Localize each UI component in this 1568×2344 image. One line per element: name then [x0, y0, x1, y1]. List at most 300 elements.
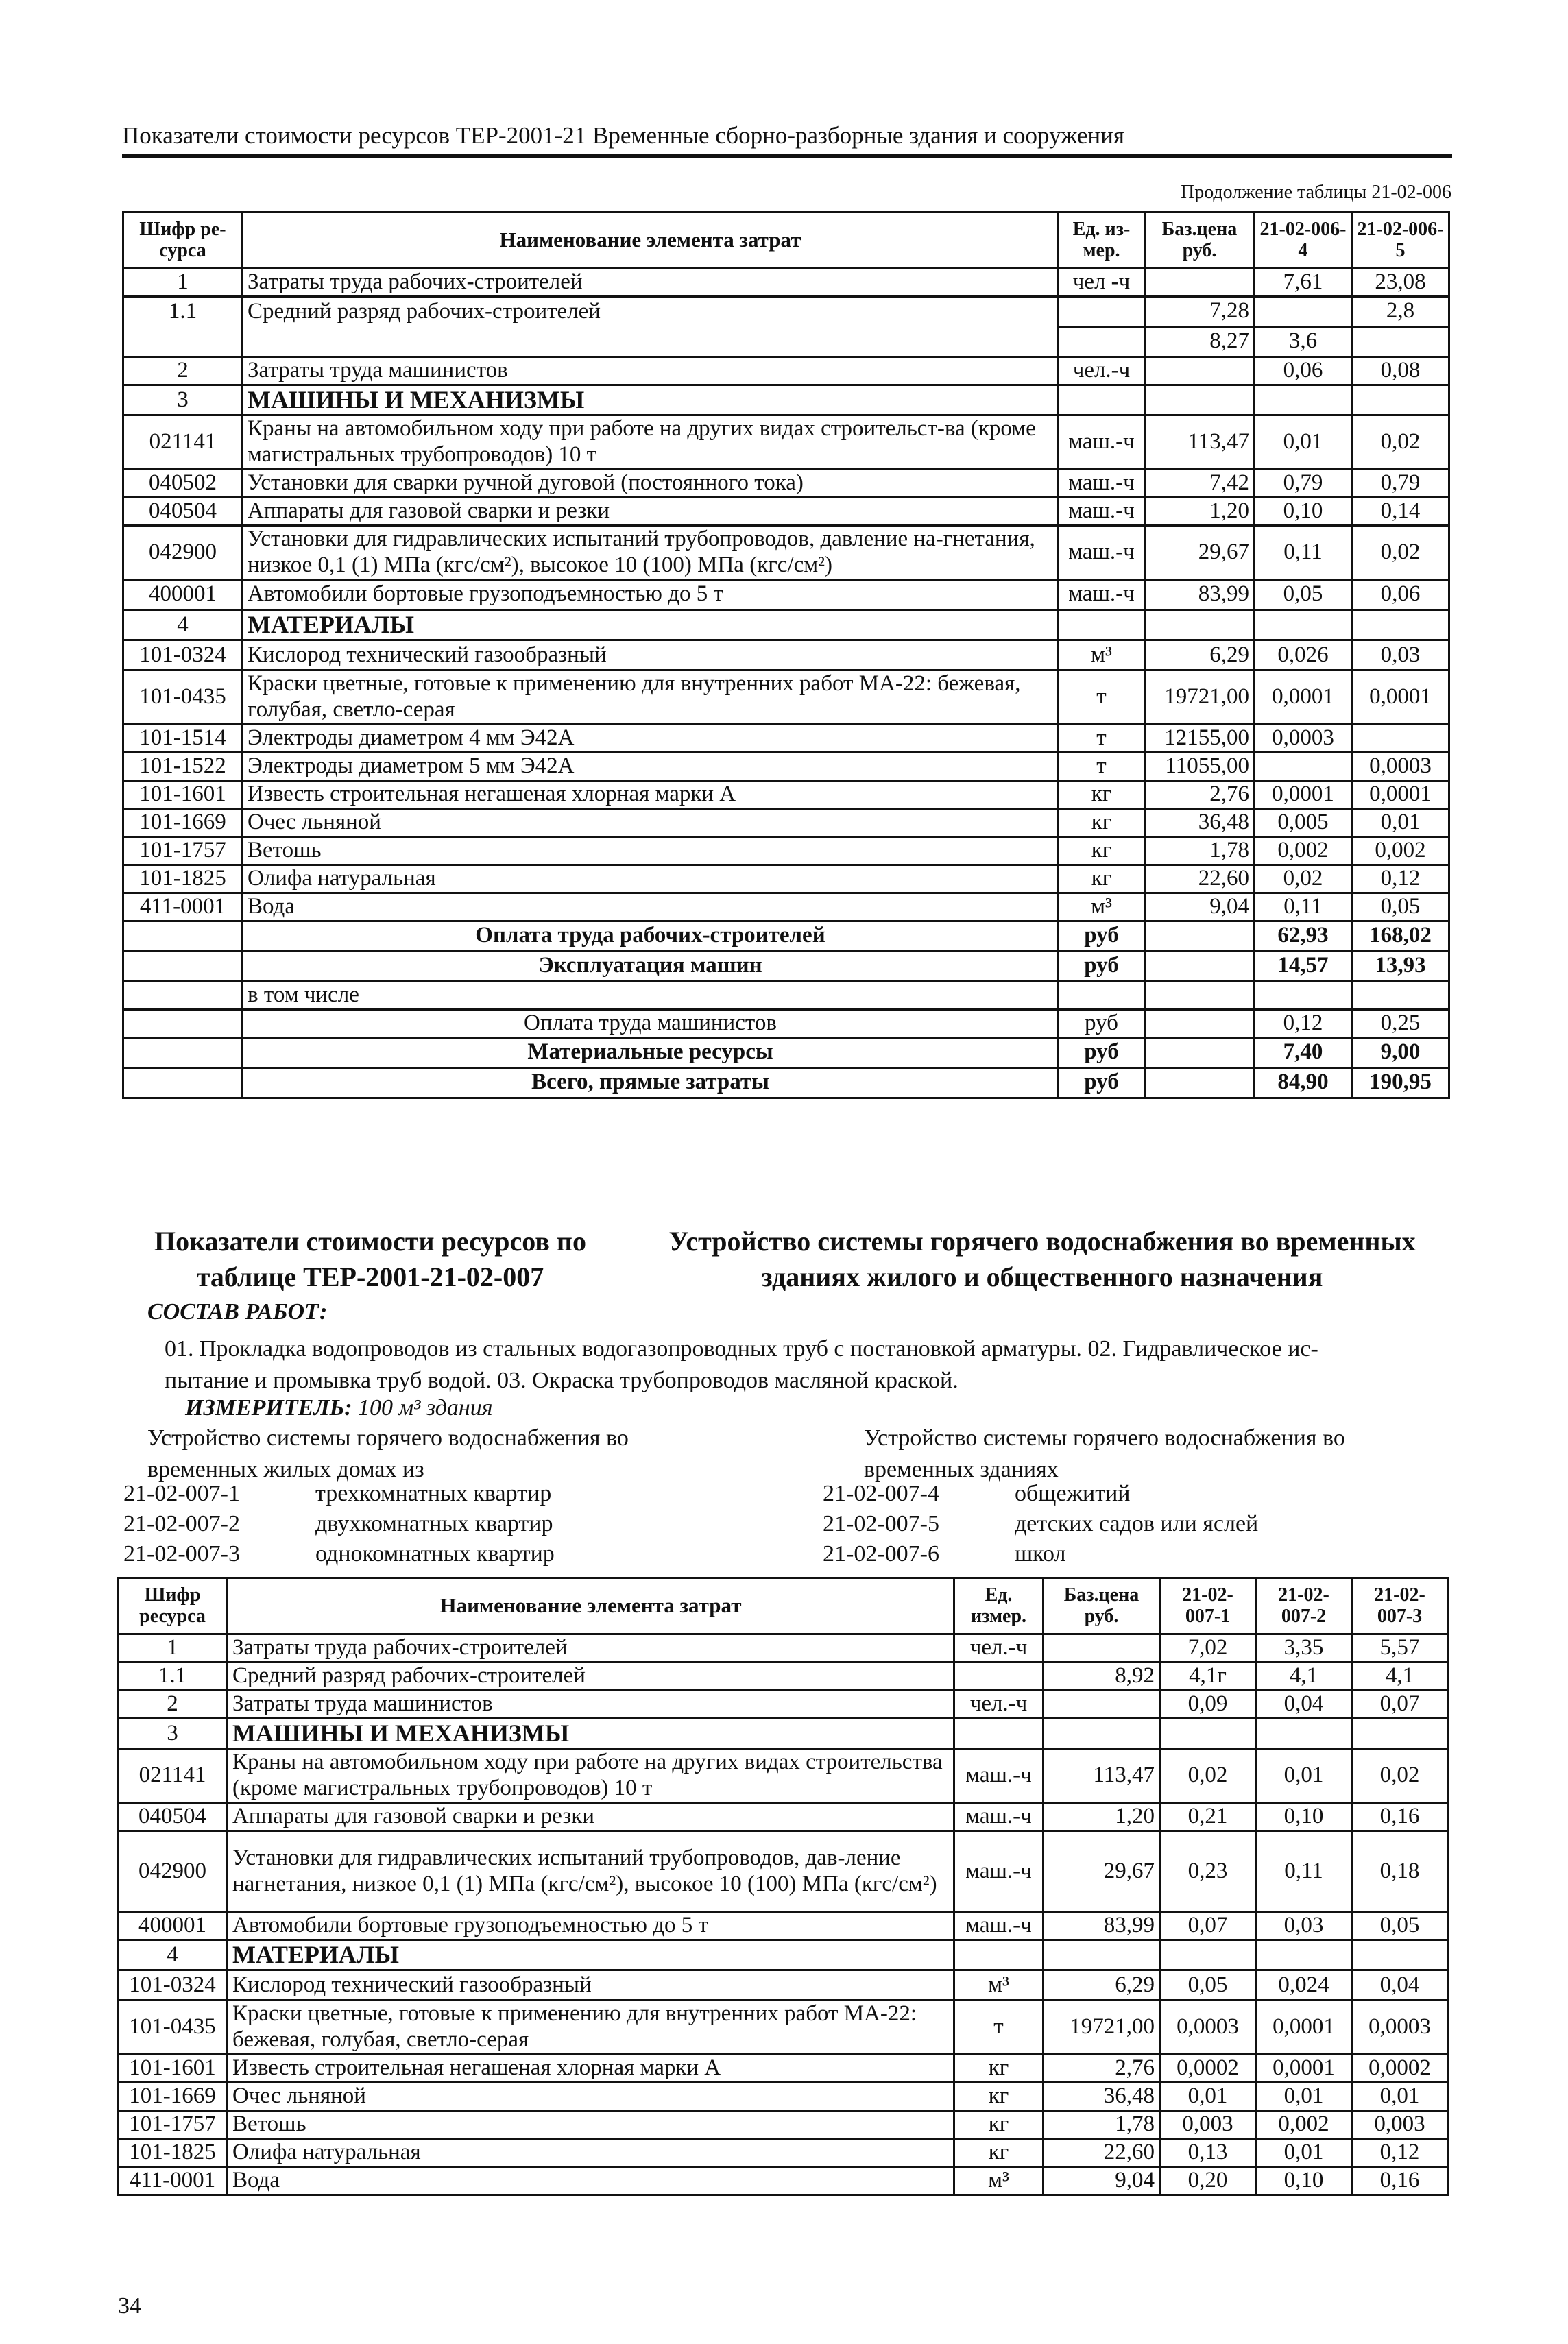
table-row — [123, 470, 1449, 498]
resource-name: Установки для гидравлических испытаний трубопроводов, дав-ление нагнетания, низкое 0,1 (1) МПа (кгс/см²), высокое 10 (100) МПа (кгс/см²) — [228, 1831, 954, 1912]
resource-code: 2 — [123, 357, 243, 385]
resource-code: 101-0435 — [123, 670, 243, 725]
header-price: Баз.цена руб. — [1044, 1578, 1160, 1634]
resource-name: Материальные ресурсы — [243, 1037, 1059, 1067]
table-row — [123, 865, 1449, 893]
base-price-cell: 29,67 — [1145, 526, 1255, 580]
section-heading: МАШИНЫ И МЕХАНИЗМЫ — [243, 385, 1059, 415]
resource-name: Вода — [228, 2166, 954, 2195]
unit-cell: чел -ч — [1059, 269, 1145, 297]
section-heading: МАТЕРИАЛЫ — [243, 609, 1059, 640]
total-row — [123, 921, 1449, 951]
unit-cell: маш.-ч — [1059, 526, 1145, 580]
resource-code — [123, 1009, 243, 1037]
value-cell-1 — [1255, 296, 1352, 326]
value-cell-1: 0,003 — [1160, 2111, 1256, 2139]
value-cell-1: 0,12 — [1255, 1009, 1352, 1037]
resource-name: Электроды диаметром 4 мм Э42А — [243, 725, 1059, 753]
value-cell-2: 0,0001 — [1352, 670, 1449, 725]
value-cell-2: 0,10 — [1256, 1803, 1352, 1831]
value-cell-3 — [1352, 1940, 1448, 1970]
unit-cell: кг — [1059, 865, 1145, 893]
unit-cell — [1059, 296, 1145, 326]
resource-name: Вода — [243, 893, 1059, 921]
header-price: Баз.цена руб. — [1145, 213, 1255, 269]
resource-name: Затраты труда рабочих-строителей — [228, 1634, 954, 1663]
unit-cell — [954, 1718, 1044, 1748]
header-name: Наименование элемента затрат — [228, 1578, 954, 1634]
resource-name: Аппараты для газовой сварки и резки — [228, 1803, 954, 1831]
base-price-cell — [1044, 1690, 1160, 1718]
base-price-cell — [1145, 1067, 1255, 1098]
value-cell-1 — [1255, 385, 1352, 415]
composition-line-2: пытание и промывка труб водой. 03. Окраска трубопроводов масляной краской. — [165, 1367, 958, 1393]
base-price-cell: 36,48 — [1145, 808, 1255, 836]
unit-cell: руб — [1059, 951, 1145, 981]
unit-cell: маш.-ч — [954, 1831, 1044, 1912]
resource-name: Очес льняной — [228, 2083, 954, 2111]
value-cell-3: 0,01 — [1352, 2083, 1448, 2111]
code-left-3: 21-02-007-3 — [123, 1541, 240, 1567]
resource-code: 1 — [118, 1634, 228, 1663]
resource-code: 042900 — [118, 1831, 228, 1912]
base-price-cell — [1044, 1634, 1160, 1663]
table-row — [123, 670, 1449, 725]
value-cell-2: 0,024 — [1256, 1970, 1352, 2001]
code-right-3-desc: школ — [1015, 1541, 1066, 1567]
value-cell-1: 0,005 — [1255, 808, 1352, 836]
unit-cell: маш.-ч — [1059, 470, 1145, 498]
resource-code: 021141 — [118, 1749, 228, 1803]
unit-cell: маш.-ч — [1059, 415, 1145, 470]
table-continuation-label: Продолжение таблицы 21-02-006 — [1180, 182, 1451, 203]
value-cell-2: 0,01 — [1256, 2139, 1352, 2167]
value-cell-2 — [1352, 326, 1449, 357]
base-price-cell — [1145, 921, 1255, 951]
value-cell-1: 0,0001 — [1255, 781, 1352, 809]
value-cell-2 — [1256, 1718, 1352, 1748]
table-row — [118, 2083, 1448, 2111]
resource-code: 101-1522 — [123, 753, 243, 781]
value-cell-2: 0,01 — [1256, 2083, 1352, 2111]
base-price-cell: 6,29 — [1044, 1970, 1160, 2001]
value-cell-2: 0,06 — [1352, 579, 1449, 609]
table-row — [118, 2055, 1448, 2083]
value-cell-3: 0,0002 — [1352, 2055, 1448, 2083]
resource-name: Олифа натуральная — [243, 865, 1059, 893]
total-row — [123, 1067, 1449, 1098]
resource-code: 040502 — [123, 470, 243, 498]
left-intro-line1: Устройство системы горячего водоснабжения во — [147, 1425, 629, 1451]
value-cell-1: 0,11 — [1255, 526, 1352, 580]
value-cell-2: 4,1 — [1256, 1662, 1352, 1690]
base-price-cell: 12155,00 — [1145, 725, 1255, 753]
value-cell-3: 0,07 — [1352, 1690, 1448, 1718]
value-cell-2: 0,03 — [1256, 1912, 1352, 1940]
code-left-2-desc: двухкомнатных квартир — [315, 1511, 553, 1536]
base-price-cell — [1145, 609, 1255, 640]
table-row — [123, 981, 1449, 1009]
base-price-cell: 1,20 — [1145, 498, 1255, 526]
value-cell-3: 0,02 — [1352, 1749, 1448, 1803]
resource-name: Известь строительная негашеная хлорная марки А — [228, 2055, 954, 2083]
unit-cell — [1059, 326, 1145, 357]
unit-cell: кг — [954, 2111, 1044, 2139]
section-title-right-line2: зданиях жилого и общественного назначения — [761, 1261, 1323, 1292]
value-cell-1: 84,90 — [1255, 1067, 1352, 1098]
resource-table-2 — [117, 1577, 1449, 2196]
value-cell-2: 0,0001 — [1256, 2055, 1352, 2083]
value-cell-2: 0,0003 — [1352, 753, 1449, 781]
resource-code: 4 — [123, 609, 243, 640]
table-row — [123, 498, 1449, 526]
base-price-cell — [1044, 1718, 1160, 1748]
value-cell-2: 0,0001 — [1352, 781, 1449, 809]
resource-name: Ветошь — [228, 2111, 954, 2139]
value-cell-1: 0,05 — [1160, 1970, 1256, 2001]
value-cell-3: 0,16 — [1352, 1803, 1448, 1831]
base-price-cell: 2,76 — [1145, 781, 1255, 809]
meter-label: ИЗМЕРИТЕЛЬ: — [185, 1395, 352, 1421]
header-code: Шифр ре-сурса — [123, 213, 243, 269]
base-price-cell — [1145, 385, 1255, 415]
base-price-cell: 83,99 — [1044, 1912, 1160, 1940]
value-cell-1: 0,10 — [1255, 498, 1352, 526]
base-price-cell: 1,78 — [1044, 2111, 1160, 2139]
resource-code — [123, 921, 243, 951]
resource-name: Эксплуатация машин — [243, 951, 1059, 981]
base-price-cell — [1145, 1037, 1255, 1067]
resource-name: Установки для сварки ручной дуговой (постоянного тока) — [243, 470, 1059, 498]
value-cell-2: 0,05 — [1352, 893, 1449, 921]
left-intro — [147, 1423, 764, 1486]
value-cell-2 — [1352, 609, 1449, 640]
resource-name: Затраты труда машинистов — [228, 1690, 954, 1718]
unit-cell: маш.-ч — [954, 1912, 1044, 1940]
value-cell-2 — [1352, 981, 1449, 1009]
table-row — [118, 1912, 1448, 1940]
resource-code — [123, 981, 243, 1009]
section-title-right-line1: Устройство системы горячего водоснабжения во временных — [668, 1226, 1416, 1257]
table-row — [123, 836, 1449, 865]
total-row — [123, 951, 1449, 981]
base-price-cell — [1145, 951, 1255, 981]
resource-code: 101-0324 — [118, 1970, 228, 2001]
base-price-cell: 22,60 — [1145, 865, 1255, 893]
resource-code: 1 — [123, 269, 243, 297]
resource-code: 1.1 — [118, 1662, 228, 1690]
unit-cell: м³ — [954, 2166, 1044, 2195]
table-row — [123, 357, 1449, 385]
header-code: Шифр ресурса — [118, 1578, 228, 1634]
resource-name: Оплата труда машинистов — [243, 1009, 1059, 1037]
table-header-row — [118, 1578, 1448, 1634]
composition-line-1: 01. Прокладка водопроводов из стальных водогазопроводных труб с постановкой арматуры. 02. Гидравлическое ис- — [165, 1336, 1318, 1362]
resource-code: 101-1514 — [123, 725, 243, 753]
unit-cell: чел.-ч — [1059, 357, 1145, 385]
right-intro-line1: Устройство системы горячего водоснабжения во — [864, 1425, 1345, 1451]
value-cell-2: 0,25 — [1352, 1009, 1449, 1037]
section-title-left-line2: таблице ТЕР-2001-21-02-007 — [196, 1261, 544, 1292]
table-row — [118, 1662, 1448, 1690]
unit-cell: м³ — [954, 1970, 1044, 2001]
resource-code: 411-0001 — [123, 893, 243, 921]
value-cell-2: 0,002 — [1256, 2111, 1352, 2139]
value-cell-1: 4,1г — [1160, 1662, 1256, 1690]
value-cell-3: 0,18 — [1352, 1831, 1448, 1912]
value-cell-2: 0,02 — [1352, 415, 1449, 470]
resource-code: 4 — [118, 1940, 228, 1970]
value-cell-1: 0,02 — [1160, 1749, 1256, 1803]
header-col-007-2: 21-02-007-2 — [1256, 1578, 1352, 1634]
unit-cell: т — [1059, 753, 1145, 781]
resource-code: 040504 — [123, 498, 243, 526]
resource-code: 400001 — [123, 579, 243, 609]
value-cell-2: 0,002 — [1352, 836, 1449, 865]
unit-cell — [954, 1662, 1044, 1690]
code-right-1-desc: общежитий — [1015, 1481, 1131, 1506]
table-row — [123, 296, 1449, 326]
unit-cell: чел.-ч — [954, 1690, 1044, 1718]
resource-code — [123, 1037, 243, 1067]
base-price-cell — [1145, 981, 1255, 1009]
composition-label: СОСТАВ РАБОТ: — [147, 1299, 328, 1325]
resource-name: Известь строительная негашеная хлорная марки А — [243, 781, 1059, 809]
resource-code — [123, 951, 243, 981]
code-left-2: 21-02-007-2 — [123, 1511, 240, 1536]
value-cell-2: 0,02 — [1352, 526, 1449, 580]
base-price-cell: 7,42 — [1145, 470, 1255, 498]
table-row — [123, 808, 1449, 836]
resource-code: 3 — [118, 1718, 228, 1748]
value-cell-2: 168,02 — [1352, 921, 1449, 951]
value-cell-3: 5,57 — [1352, 1634, 1448, 1663]
base-price-cell: 1,78 — [1145, 836, 1255, 865]
resource-name: Ветошь — [243, 836, 1059, 865]
value-cell-1: 0,23 — [1160, 1831, 1256, 1912]
unit-cell: руб — [1059, 921, 1145, 951]
unit-cell — [954, 1940, 1044, 1970]
unit-cell: кг — [954, 2055, 1044, 2083]
resource-code: 3 — [123, 385, 243, 415]
value-cell-1: 0,0003 — [1160, 2001, 1256, 2055]
header-unit: Ед. из-мер. — [1059, 213, 1145, 269]
unit-cell — [1059, 609, 1145, 640]
value-cell-3: 0,003 — [1352, 2111, 1448, 2139]
unit-cell: т — [954, 2001, 1044, 2055]
code-left-1: 21-02-007-1 — [123, 1481, 240, 1506]
section-heading: МАШИНЫ И МЕХАНИЗМЫ — [228, 1718, 954, 1748]
base-price-cell: 83,99 — [1145, 579, 1255, 609]
value-cell-1: 0,07 — [1160, 1912, 1256, 1940]
value-cell-2: 0,01 — [1256, 1749, 1352, 1803]
resource-code: 101-1825 — [123, 865, 243, 893]
value-cell-1: 62,93 — [1255, 921, 1352, 951]
value-cell-1: 0,05 — [1255, 579, 1352, 609]
value-cell-3 — [1352, 1718, 1448, 1748]
value-cell-1: 0,13 — [1160, 2139, 1256, 2167]
section-title-right — [638, 1224, 1447, 1295]
table-row — [123, 579, 1449, 609]
resource-code: 021141 — [123, 415, 243, 470]
value-cell-1: 0,0002 — [1160, 2055, 1256, 2083]
section-row — [123, 609, 1449, 640]
value-cell-2: 23,08 — [1352, 269, 1449, 297]
base-price-cell: 113,47 — [1145, 415, 1255, 470]
meter-value: 100 м³ здания — [358, 1395, 493, 1421]
resource-code: 101-0324 — [123, 640, 243, 670]
resource-code — [123, 1067, 243, 1098]
resource-name: Кислород технический газообразный — [243, 640, 1059, 670]
value-cell-3: 0,16 — [1352, 2166, 1448, 2195]
unit-cell: кг — [1059, 836, 1145, 865]
unit-cell: кг — [1059, 808, 1145, 836]
table-row — [123, 725, 1449, 753]
base-price-cell: 19721,00 — [1044, 2001, 1160, 2055]
left-intro-line2: временных жилых домах из — [147, 1456, 424, 1482]
table-row — [123, 1009, 1449, 1037]
resource-name: Оплата труда рабочих-строителей — [243, 921, 1059, 951]
resource-code: 400001 — [118, 1912, 228, 1940]
total-row — [123, 1037, 1449, 1067]
header-rule — [122, 154, 1452, 158]
value-cell-1: 0,11 — [1255, 893, 1352, 921]
value-cell-2: 0,14 — [1352, 498, 1449, 526]
code-right-3: 21-02-007-6 — [823, 1541, 939, 1567]
unit-cell: т — [1059, 670, 1145, 725]
value-cell-2 — [1352, 385, 1449, 415]
right-intro-line2: временных зданиях — [864, 1456, 1059, 1482]
table-row — [118, 2111, 1448, 2139]
resource-name: Средний разряд рабочих-строителей — [228, 1662, 954, 1690]
resource-code — [123, 326, 243, 357]
value-cell-1: 0,01 — [1160, 2083, 1256, 2111]
resource-code: 2 — [118, 1690, 228, 1718]
composition-text — [165, 1333, 1447, 1397]
value-cell-2: 0,11 — [1256, 1831, 1352, 1912]
value-cell-1: 0,01 — [1255, 415, 1352, 470]
base-price-cell — [1145, 1009, 1255, 1037]
value-cell-2: 2,8 — [1352, 296, 1449, 326]
resource-name: Аппараты для газовой сварки и резки — [243, 498, 1059, 526]
table-row — [118, 2166, 1448, 2195]
value-cell-2: 13,93 — [1352, 951, 1449, 981]
resource-name: Средний разряд рабочих-строителей — [243, 296, 1059, 326]
value-cell-1: 7,40 — [1255, 1037, 1352, 1067]
resource-name: Электроды диаметром 5 мм Э42А — [243, 753, 1059, 781]
table-row — [123, 269, 1449, 297]
table-header-row — [123, 213, 1449, 269]
value-cell-1: 14,57 — [1255, 951, 1352, 981]
table-row — [118, 1803, 1448, 1831]
header-unit: Ед. измер. — [954, 1578, 1044, 1634]
code-left-3-desc: однокомнатных квартир — [315, 1541, 555, 1567]
resource-name: Затраты труда рабочих-строителей — [243, 269, 1059, 297]
unit-cell — [1059, 385, 1145, 415]
base-price-cell — [1044, 1940, 1160, 1970]
base-price-cell — [1145, 269, 1255, 297]
base-price-cell: 29,67 — [1044, 1831, 1160, 1912]
table-row — [123, 781, 1449, 809]
code-right-2-desc: детских садов или яслей — [1015, 1511, 1259, 1536]
table-row — [118, 2139, 1448, 2167]
resource-name: Всего, прямые затраты — [243, 1067, 1059, 1098]
table-row — [123, 526, 1449, 580]
resource-name: Кислород технический газообразный — [228, 1970, 954, 2001]
value-cell-1: 0,09 — [1160, 1690, 1256, 1718]
resource-code: 1.1 — [123, 296, 243, 326]
base-price-cell: 1,20 — [1044, 1803, 1160, 1831]
value-cell-2: 0,79 — [1352, 470, 1449, 498]
value-cell-3: 0,05 — [1352, 1912, 1448, 1940]
unit-cell: м³ — [1059, 893, 1145, 921]
value-cell-2 — [1256, 1940, 1352, 1970]
base-price-cell: 22,60 — [1044, 2139, 1160, 2167]
header-col-007-3: 21-02-007-3 — [1352, 1578, 1448, 1634]
value-cell-3: 0,04 — [1352, 1970, 1448, 2001]
base-price-cell: 113,47 — [1044, 1749, 1160, 1803]
resource-name — [243, 326, 1059, 357]
unit-cell: руб — [1059, 1009, 1145, 1037]
value-cell-2 — [1352, 725, 1449, 753]
value-cell-1: 0,0001 — [1255, 670, 1352, 725]
base-price-cell: 7,28 — [1145, 296, 1255, 326]
table-row — [123, 893, 1449, 921]
value-cell-1: 7,61 — [1255, 269, 1352, 297]
value-cell-1 — [1255, 609, 1352, 640]
value-cell-1: 0,20 — [1160, 2166, 1256, 2195]
value-cell-2: 0,10 — [1256, 2166, 1352, 2195]
value-cell-1: 0,06 — [1255, 357, 1352, 385]
right-intro — [864, 1423, 1447, 1486]
page-header: Показатели стоимости ресурсов ТЕР-2001-21 Временные сборно-разборные здания и сооружения — [122, 122, 1124, 149]
value-cell-3: 4,1 — [1352, 1662, 1448, 1690]
base-price-cell: 8,27 — [1145, 326, 1255, 357]
header-col-006-5: 21-02-006-5 — [1352, 213, 1449, 269]
section-heading: МАТЕРИАЛЫ — [228, 1940, 954, 1970]
unit-cell: маш.-ч — [954, 1803, 1044, 1831]
value-cell-1: 0,79 — [1255, 470, 1352, 498]
resource-name: Автомобили бортовые грузоподъемностью до 5 т — [243, 579, 1059, 609]
section-row — [123, 385, 1449, 415]
table-row — [118, 1690, 1448, 1718]
base-price-cell: 9,04 — [1145, 893, 1255, 921]
base-price-cell: 8,92 — [1044, 1662, 1160, 1690]
base-price-cell: 9,04 — [1044, 2166, 1160, 2195]
value-cell-1: 0,21 — [1160, 1803, 1256, 1831]
value-cell-2: 0,01 — [1352, 808, 1449, 836]
base-price-cell: 11055,00 — [1145, 753, 1255, 781]
table-row — [118, 1831, 1448, 1912]
value-cell-2: 9,00 — [1352, 1037, 1449, 1067]
value-cell-1: 3,6 — [1255, 326, 1352, 357]
value-cell-2: 0,08 — [1352, 357, 1449, 385]
unit-cell: кг — [954, 2083, 1044, 2111]
section-row — [118, 1718, 1448, 1748]
unit-cell: руб — [1059, 1037, 1145, 1067]
resource-code: 101-1601 — [123, 781, 243, 809]
table-row — [118, 1749, 1448, 1803]
value-cell-1 — [1255, 753, 1352, 781]
table-row — [123, 640, 1449, 670]
unit-cell: маш.-ч — [954, 1749, 1044, 1803]
base-price-cell: 19721,00 — [1145, 670, 1255, 725]
value-cell-2: 3,35 — [1256, 1634, 1352, 1663]
resource-name: Краски цветные, готовые к применению для внутренних работ МА-22: бежевая, голубая, светло-серая — [243, 670, 1059, 725]
table-row — [123, 326, 1449, 357]
unit-cell: маш.-ч — [1059, 579, 1145, 609]
code-left-1-desc: трехкомнатных квартир — [315, 1481, 552, 1506]
